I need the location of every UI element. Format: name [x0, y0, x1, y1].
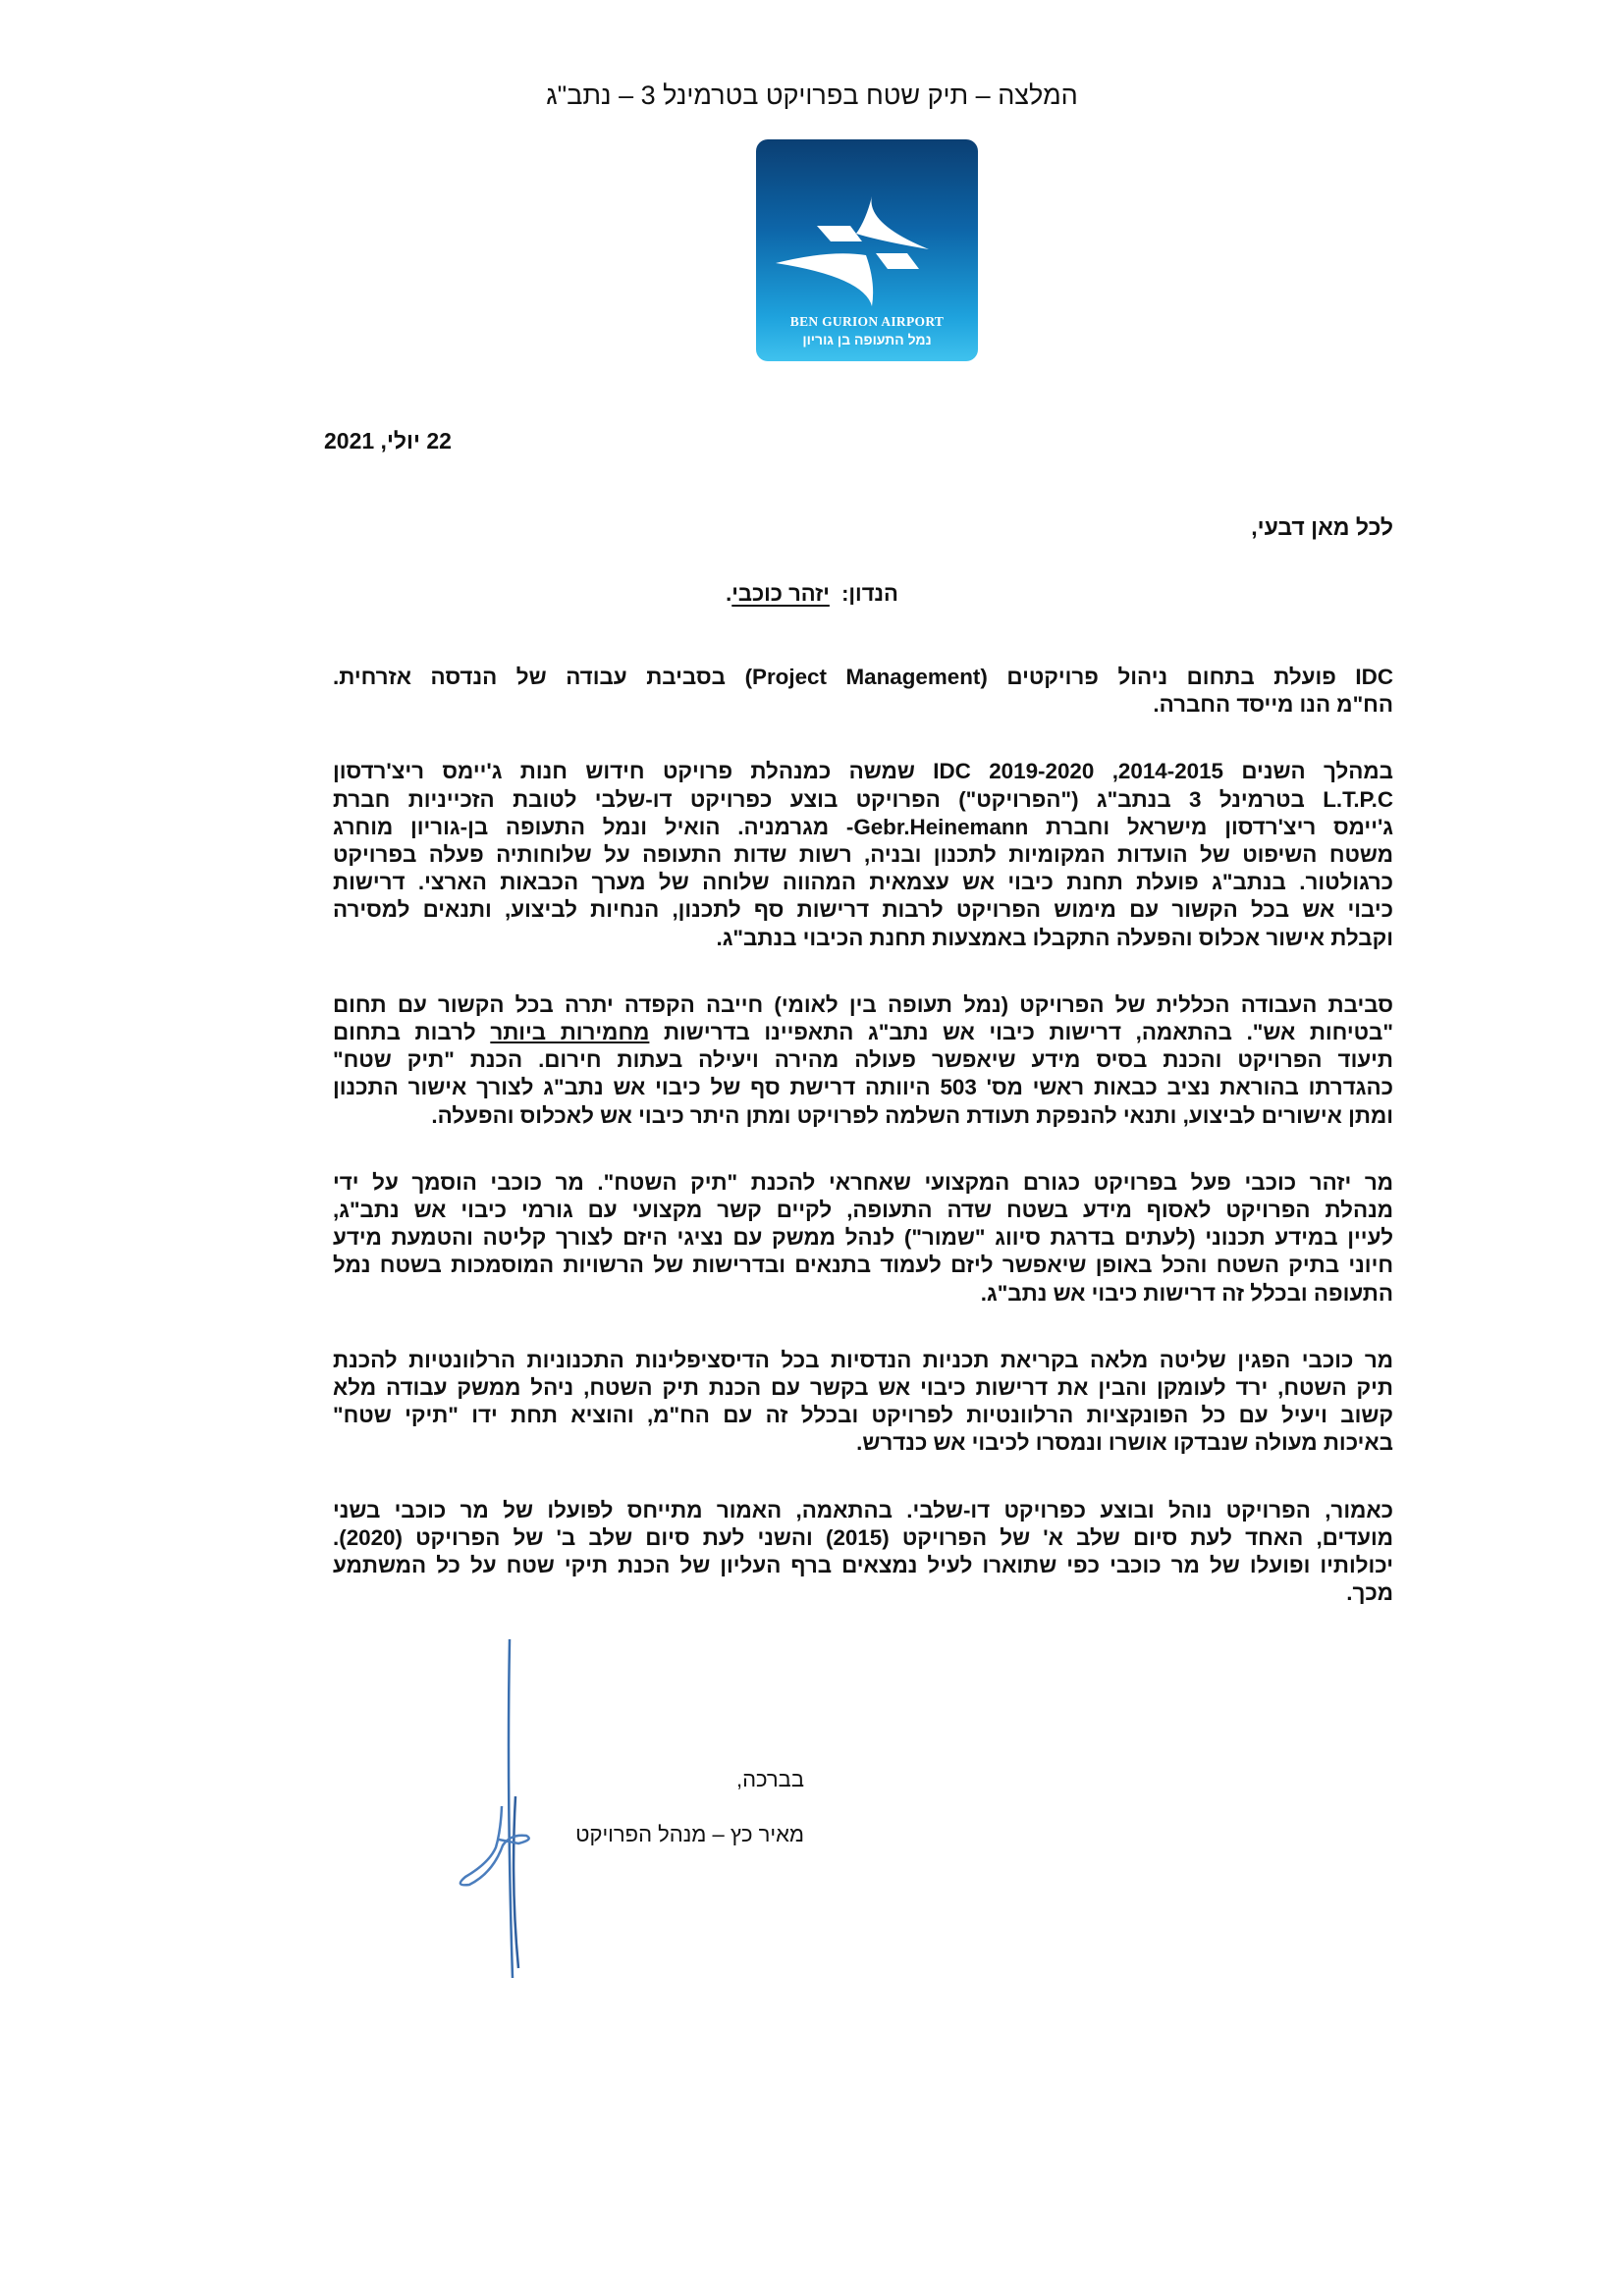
paragraph-line [333, 786, 1393, 814]
subject-name: יזהר כוכבי [731, 581, 830, 606]
paragraph-line: כיבוי אש בכל הקשור עם מימוש הפרויקט לרבות דרישות סף לתכנון, הנחיות לביצוע, ותנאים למסירה [333, 897, 1393, 923]
paragraph-line: וקבלת אישור אכלוס והפעלה התקבלו באמצעות תחנת הכיבוי בנתב"ג. [716, 925, 1393, 950]
line-text: ") הפרויקט בוצע כפרויקט דו-שלבי לטובת הזכייניות חברת [333, 786, 977, 812]
letter-body [333, 664, 1393, 1646]
signer-name: מאיר כץ – מנהל הפרויקט [575, 1822, 804, 1846]
paragraph-line: IDC פועלת בתחום ניהול פרויקטים (Project Management) בסביבת עבודה של הנדסה אזרחית. [333, 665, 1393, 689]
subject-end: . [726, 581, 732, 606]
paragraph-line: ג'יימס ריצ'רדסון מישראל וחברת Gebr.Heinemann- מגרמניה. הואיל ונמל התעופה בן-גוריון מוחרג [333, 814, 1393, 839]
bold-emphasis: יזהר כוכבי [1244, 1169, 1352, 1195]
paragraph [333, 1347, 1393, 1458]
ben-gurion-airport-logo [756, 139, 978, 361]
emblem-block-right [876, 253, 919, 269]
paragraph [333, 758, 1393, 951]
paragraph-line [333, 1169, 1393, 1197]
paragraph-line: כהגדרתו בהוראת נציב כבאות ראשי מס' 503 היוותה דרישת סף של כיבוי אש נתב"ג לצורך אישור התכנון [333, 1075, 1393, 1100]
paragraph-line: מר כוכבי הפגין שליטה מלאה בקריאת תכניות הנדסיות בכל הדיסציפלינות התכנוניות הרלוונטיות להכנת [333, 1347, 1393, 1372]
paragraph [333, 1497, 1393, 1608]
paragraph-line [333, 1046, 1393, 1074]
paragraph-line [333, 1019, 1393, 1046]
paragraph-line: כרגולטור. בנתב"ג פועלת תחנת כיבוי אש עצמאית המהווה שלוחה של מערך הכבאות הארצי. דרישות [333, 870, 1393, 895]
logo-text-en: BEN GURION AIRPORT [789, 314, 945, 329]
paragraph-line: מועדים, האחד לעת סיום שלב א' של הפרויקט (2015) והשני לעת סיום שלב ב' של הפרויקט (2020). [333, 1524, 1393, 1550]
letter-date: 22 יולי, 2021 [324, 428, 452, 454]
paragraph-line: לעיין במידע תכנוני (לעתים בדרגת סיווג "שמור") לנהל ממשק עם נציגי היזם לצורך קליטה והטמעת מידע [333, 1225, 1393, 1251]
line-text: L.T.P.C בטרמינל 3 בנתב"ג (" [1060, 786, 1393, 812]
paragraph [333, 991, 1393, 1130]
line-text: פעל בפרויקט כגורם המקצועי שאחראי להכנת "תיק השטח". מר כוכבי הוסמך על ידי [333, 1169, 1245, 1195]
paragraph-line: הח"מ הנו מייסד החברה. [1153, 692, 1393, 718]
closing: בברכה, [735, 1767, 804, 1791]
paragraph-line: התעופה ובכלל זה דרישות כיבוי אש נתב"ג. [980, 1280, 1393, 1306]
subject-line [0, 581, 1624, 607]
line-text: מר [1351, 1169, 1393, 1195]
paragraph-line: באיכות מעולה שנבדקו אושרו ונמסרו לכיבוי אש כנדרש. [856, 1430, 1393, 1456]
paragraph-line: כאמור, הפרויקט נוהל ובוצע כפרויקט דו-שלבי. בהתאמה, האמור מתייחס לפועלו של מר כוכבי בשני [333, 1497, 1393, 1522]
paragraph [333, 664, 1393, 719]
paragraph-line: קשוב ויעיל עם כל הפונקציות הרלוונטיות לפרויקט ובכלל זה עם הח"מ, והוציא תחת ידו "תיקי שטח" [333, 1403, 1393, 1428]
paragraph-line: מנהלת הפרויקט לאסוף מידע בשטח שדה התעופה, לקיים קשר מקצועי עם גורמי כיבוי אש נתב"ג, [333, 1198, 1393, 1223]
line-text: תיעוד הפרויקט והכנת בסיס מידע שיאפשר פעולה מהירה ויעילה בעתות חירום. הכנת [454, 1047, 1394, 1073]
paragraph [333, 1169, 1393, 1308]
line-text: "בטיחות אש". בהתאמה, דרישות כיבוי אש נתב"ג התאפיינו בדרישות [649, 1020, 1394, 1045]
handwritten-signature [432, 1620, 550, 1993]
paragraph-line: חיוני בתיק השטח והכל באופן שיאפשר ליזם לעמוד בתנאים ובדרישות של הרשויות המוסמכות בשטח נמל [333, 1253, 1393, 1278]
document-title: המלצה – תיק שטח בפרויקט בטרמינל 3 – נתב"ג [546, 80, 1078, 110]
paragraph-line: במהלך השנים 2014-2015, 2019-2020 IDC שמשה כמנהלת פרויקט חידוש חנות ג'יימס ריצ'רדסון [333, 759, 1393, 784]
paragraph-line: יכולותיו ופועלו של מר כוכבי כפי שתוארו לעיל נמצאים ברף העליון של הכנת תיקי שטח על כל המשתמע [333, 1553, 1393, 1578]
line-text: לרבות בתחום [333, 1020, 491, 1045]
emblem-wing-upper [856, 196, 929, 249]
subject-label: הנדון: [841, 581, 898, 606]
paragraph-line: משטח השיפוט של הועדות המקומיות לתכנון ובניה, רשות שדות התעופה על שלוחותיה פעלה בפרויקט [333, 842, 1393, 868]
greeting: לכל מאן דבעי, [1251, 514, 1393, 540]
emblem-wing-lower [776, 253, 873, 306]
logo-text-he: נמל התעופה בן גוריון [802, 332, 932, 347]
paragraph-line: ומתן אישורים לביצוע, ותנאי להנפקת תעודת השלמה לפרויקט ומתן היתר כיבוי אש לאכלוס והפעלה. [431, 1102, 1393, 1128]
paragraph-line: סביבת העבודה הכללית של הפרויקט (נמל תעופה בין לאומי) חייבה הקפדה יתרה בכל הקשור עם תחום [333, 991, 1393, 1017]
underlined-emphasis: מחמירות ביותר [490, 1020, 650, 1045]
bold-emphasis: "תיק שטח" [333, 1047, 455, 1073]
emblem-block-left [817, 226, 862, 241]
paragraph-line: תיק השטח, ירד לעומקן והבין את דרישות כיבוי אש בקשר עם הכנת תיק השטח, ניהל ממשק עבודה מלא [333, 1375, 1393, 1401]
bold-emphasis: הפרויקט [976, 786, 1061, 812]
paragraph-line: מכך. [1346, 1580, 1393, 1606]
